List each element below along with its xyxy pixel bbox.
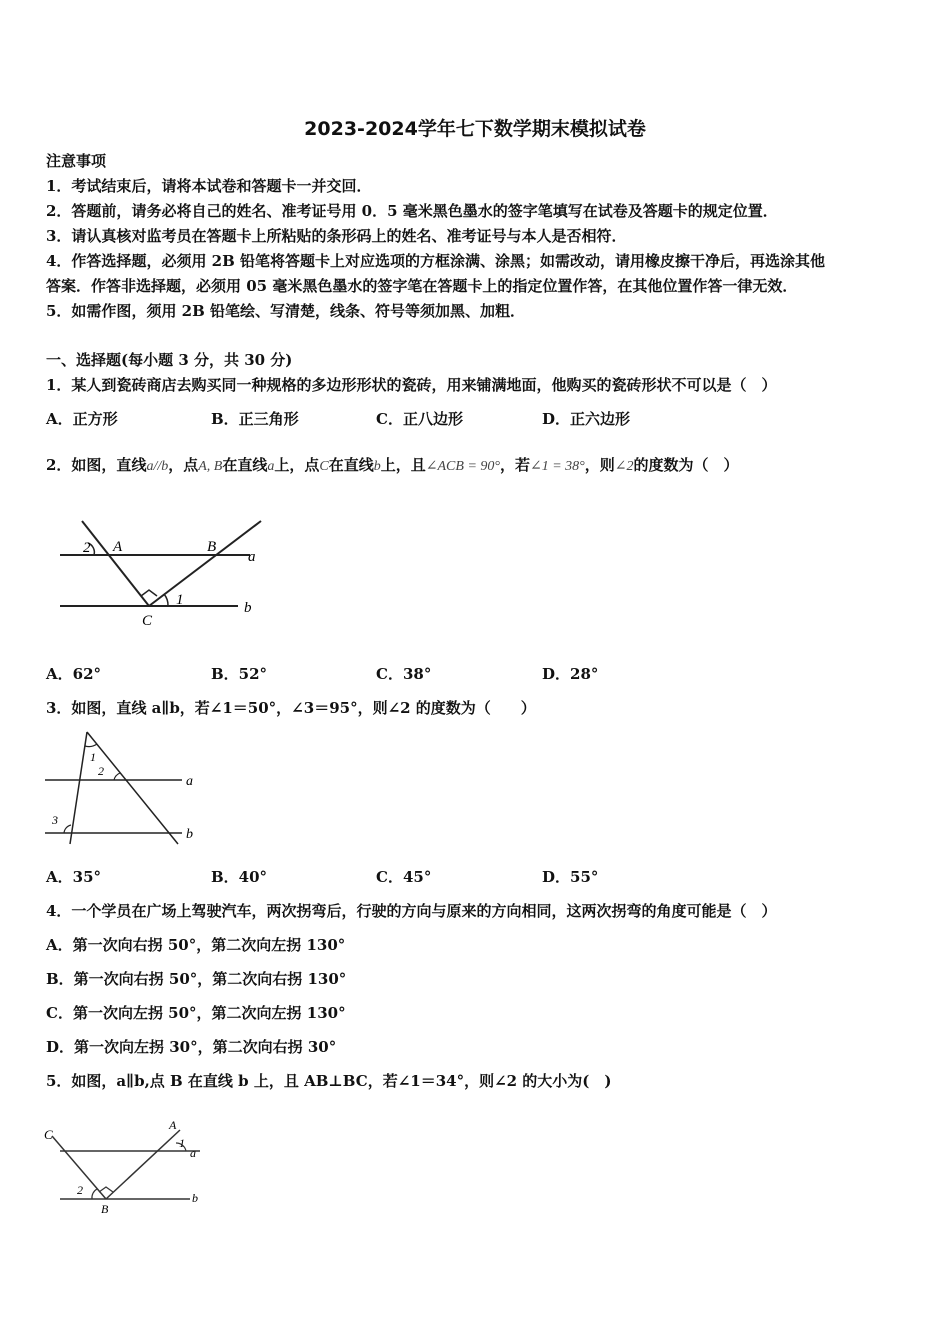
q3-label-2: 2: [98, 764, 104, 778]
notice-item: 2．答题前，请务必将自己的姓名、准考证号用 0．5 毫米黑色墨水的签字笔填写在试卷及答题卡的规定位置．: [46, 202, 778, 220]
q5-label-2: 2: [77, 1183, 83, 1197]
q2-text: ，若: [499, 456, 530, 474]
q3-label-b: b: [186, 827, 193, 842]
q5-figure: [40, 1116, 220, 1220]
q3-figure: [40, 728, 210, 853]
q2-math: ∠ACB = 90°: [425, 459, 500, 474]
q2-text: ，点: [168, 456, 199, 474]
question-5-stem: 5．如图，a∥b,点 B 在直线 b 上，且 AB⊥BC，若∠1＝34°，则∠2 的大小为( ): [46, 1072, 612, 1090]
notice-item: 5．如需作图，须用 2B 铅笔绘、写清楚，线条、符号等须加黑、加粗．: [46, 302, 525, 320]
q5-label-b: b: [192, 1191, 198, 1205]
q1-option-d: D．正六边形: [542, 410, 631, 428]
angle-2-arc: [92, 1189, 97, 1199]
angle-1-arc: [85, 744, 97, 747]
q5-label-C: C: [44, 1127, 53, 1142]
q2-text: 上，且: [380, 456, 426, 474]
q2-label-2: 2: [83, 540, 91, 556]
q4-option-a: A．第一次向右拐 50°，第二次向左拐 130°: [46, 936, 346, 954]
q4-option-b: B．第一次向右拐 50°，第二次向右拐 130°: [46, 970, 347, 988]
q2-label-C: C: [142, 613, 153, 629]
q4-option-c: C．第一次向左拐 50°，第二次向左拐 130°: [46, 1004, 346, 1022]
q2-math: b: [373, 459, 381, 474]
angle-1-arc: [164, 594, 168, 606]
q2-option-a: A．62°: [46, 665, 102, 683]
q2-text: 在直线: [222, 456, 268, 474]
q5-label-a: a: [190, 1146, 196, 1160]
notice-item: 答案．作答非选择题，必须用 05 毫米黑色墨水的签字笔在答题卡上的指定位置作答，在其他位置作答一律无效．: [46, 277, 798, 295]
q2-option-b: B．52°: [211, 665, 268, 683]
q2-math: A, B: [198, 459, 223, 474]
segment-ac: [82, 521, 149, 606]
q5-label-A: A: [169, 1118, 177, 1132]
question-4-stem: 4．一个学员在广场上驾驶汽车，两次拐弯后，行驶的方向与原来的方向相同，这两次拐弯的角度可能是（ ）: [46, 902, 777, 920]
q2-label-b: b: [244, 600, 252, 616]
q2-label-B: B: [207, 539, 217, 555]
q2-label-a: a: [248, 549, 256, 565]
q5-label-1: 1: [179, 1136, 185, 1150]
q2-label-A: A: [113, 539, 123, 555]
question-1-stem: 1．某人到瓷砖商店去购买同一种规格的多边形形状的瓷砖，用来铺满地面，他购买的瓷砖形状不可以是（ ）: [46, 376, 777, 394]
q1-option-a: A．正方形: [46, 410, 118, 428]
q2-text: 2．如图，直线: [46, 456, 147, 474]
q3-option-a: A．35°: [46, 868, 102, 886]
question-3-stem: 3．如图，直线 a∥b，若∠1＝50°，∠3＝95°，则∠2 的度数为（ ）: [46, 699, 536, 717]
q3-label-3: 3: [52, 813, 58, 827]
transversal-left: [70, 732, 87, 844]
angle-3-arc: [64, 825, 71, 833]
q2-text: 在直线: [328, 456, 374, 474]
q5-label-B: B: [101, 1202, 109, 1216]
section-heading: 一、选择题(每小题 3 分，共 30 分): [46, 351, 293, 369]
notice-heading: 注意事项: [46, 152, 107, 170]
question-2-stem: [46, 455, 739, 477]
q2-text: 上，点: [274, 456, 320, 474]
q2-option-d: D．28°: [542, 665, 599, 683]
notice-item: 3．请认真核对监考员在答题卡上所粘贴的条形码上的姓名、准考证号与本人是否相符．: [46, 227, 627, 245]
q2-math: ∠1 = 38°: [530, 459, 585, 474]
q3-option-c: C．45°: [376, 868, 432, 886]
q3-label-a: a: [186, 774, 193, 789]
q2-text: 的度数为（ ）: [633, 456, 739, 474]
q2-option-c: C．38°: [376, 665, 432, 683]
q4-option-d: D．第一次向左拐 30°，第二次向右拐 30°: [46, 1038, 337, 1056]
q2-label-1: 1: [176, 592, 184, 608]
q1-option-b: B．正三角形: [211, 410, 299, 428]
right-angle-mark: [141, 590, 157, 596]
segment-cb: [149, 521, 261, 606]
q3-label-1: 1: [90, 750, 96, 764]
q2-math: a//b: [146, 459, 169, 474]
notice-item: 4．作答选择题，必须用 2B 铅笔将答题卡上对应选项的方框涂满、涂黑；如需改动，请用橡皮擦干净后，再选涂其他: [46, 252, 826, 270]
q2-math: a: [267, 459, 275, 474]
notice-item: 1．考试结束后，请将本试卷和答题卡一并交回．: [46, 177, 372, 195]
q3-option-d: D．55°: [542, 868, 599, 886]
q1-option-c: C．正八边形: [376, 410, 463, 428]
segment-ba: [106, 1130, 180, 1199]
transversal-right: [87, 732, 178, 844]
q2-math: C: [319, 459, 329, 474]
right-angle-mark: [99, 1187, 113, 1192]
q2-text: ，则: [584, 456, 615, 474]
q2-math: ∠2: [614, 459, 634, 474]
angle-2-arc: [114, 773, 120, 780]
q2-figure: [50, 512, 280, 632]
q3-option-b: B．40°: [211, 868, 268, 886]
page-title: 2023-2024学年七下数学期末模拟试卷: [304, 118, 646, 140]
